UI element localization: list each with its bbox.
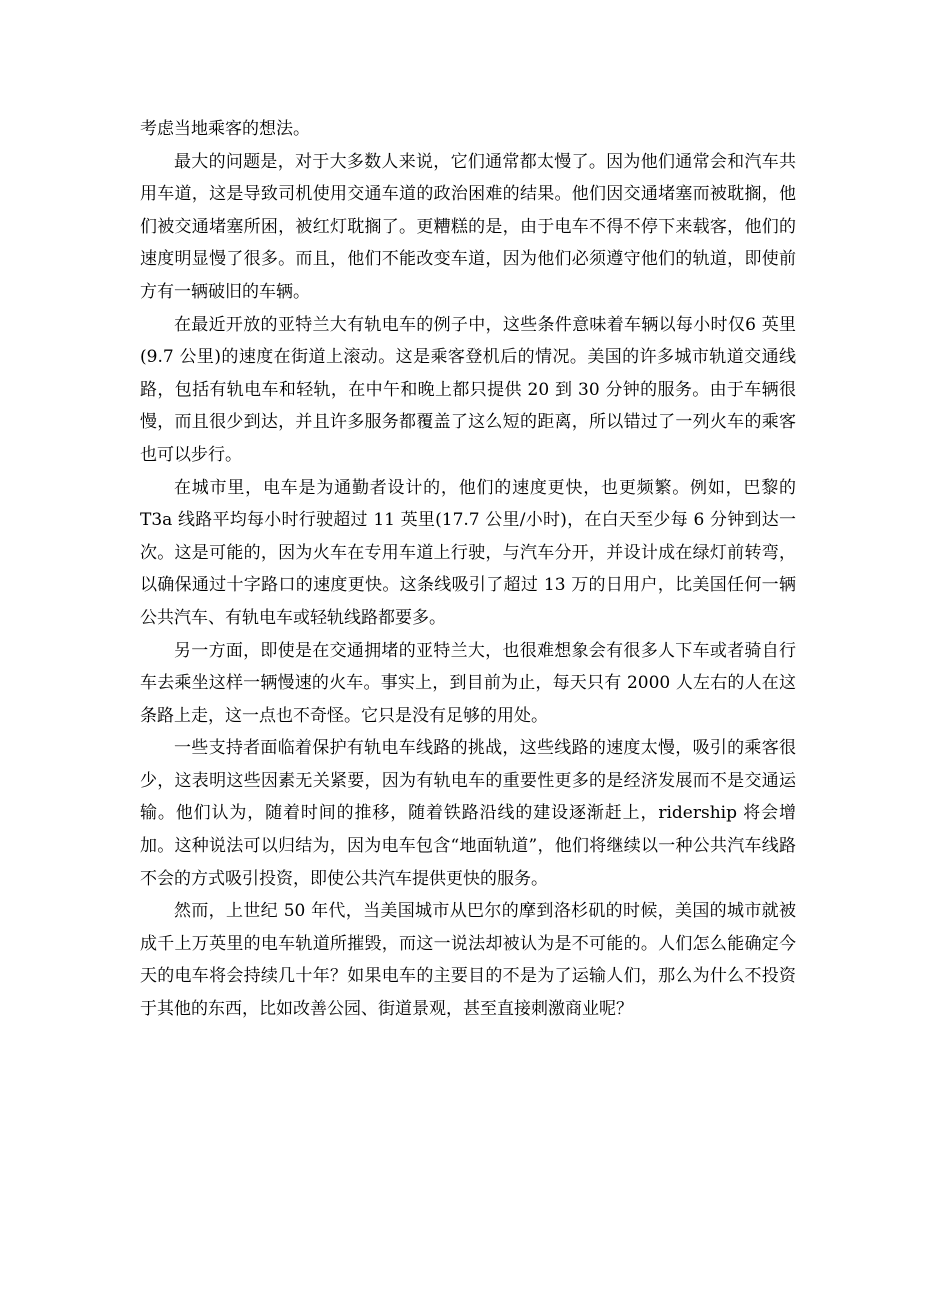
paragraph: 在最近开放的亚特兰大有轨电车的例子中，这些条件意味着车辆以每小时仅6 英里(9.7 公里)的速度在街道上滚动。这是乘客登机后的情况。美国的许多城市轨道交通线路，包括有轨电车和轻轨，在中午和晚上都只提供 20 到 30 分钟的服务。由于车辆很慢，而且很少到达，并且许多服务都覆盖了这么短的距离，所以错过了一列火车的乘客也可以步行。	[140, 314, 796, 465]
paragraph-continuation: 考虑当地乘客的想法。	[140, 119, 310, 139]
paragraph: 一些支持者面临着保护有轨电车线路的挑战，这些线路的速度太慢，吸引的乘客很少，这表明这些因素无关紧要，因为有轨电车的重要性更多的是经济发展而不是交通运输。他们认为，随着时间的推移，随着铁路沿线的建设逐渐赶上，ridership 将会增加。这种说法可以归结为，因为电车包含“地面轨道”，他们将继续以一种公共汽车线路不会的方式吸引投资，即使公共汽车提供更快的服务。	[140, 738, 796, 889]
paragraph: 最大的问题是，对于大多数人来说，它们通常都太慢了。因为他们通常会和汽车共用车道，这是导致司机使用交通车道的政治困难的结果。他们因交通堵塞而被耽搁，他们被交通堵塞所困，被红灯耽搁了。更糟糕的是，由于电车不得不停下来载客，他们的速度明显慢了很多。而且，他们不能改变车道，因为他们必须遵守他们的轨道，即使前方有一辆破旧的车辆。	[140, 151, 796, 302]
paragraph: 然而，上世纪 50 年代，当美国城市从巴尔的摩到洛杉矶的时候，美国的城市就被成千上万英里的电车轨道所摧毁，而这一说法却被认为是不可能的。人们怎么能确定今天的电车将会持续几十年？如果电车的主要目的不是为了运输人们，那么为什么不投资于其他的东西，比如改善公园、街道景观，甚至直接刺激商业呢？	[140, 901, 796, 1020]
document-body	[140, 113, 796, 1026]
paragraph: 另一方面，即使是在交通拥堵的亚特兰大，也很难想象会有很多人下车或者骑自行车去乘坐这样一辆慢速的火车。事实上，到目前为止，每天只有 2000 人左右的人在这条路上走，这一点也不奇怪。它只是没有足够的用处。	[140, 640, 796, 726]
paragraph: 在城市里，电车是为通勤者设计的，他们的速度更快，也更频繁。例如，巴黎的 T3a 线路平均每小时行驶超过 11 英里(17.7 公里/小时)，在白天至少每 6 分钟到达一次。这是可能的，因为火车在专用车道上行驶，与汽车分开，并设计成在绿灯前转弯，以确保通过十字路口的速度更快。这条线吸引了超过 13 万的日用户，比美国任何一辆公共汽车、有轨电车或轻轨线路都要多。	[140, 477, 796, 628]
